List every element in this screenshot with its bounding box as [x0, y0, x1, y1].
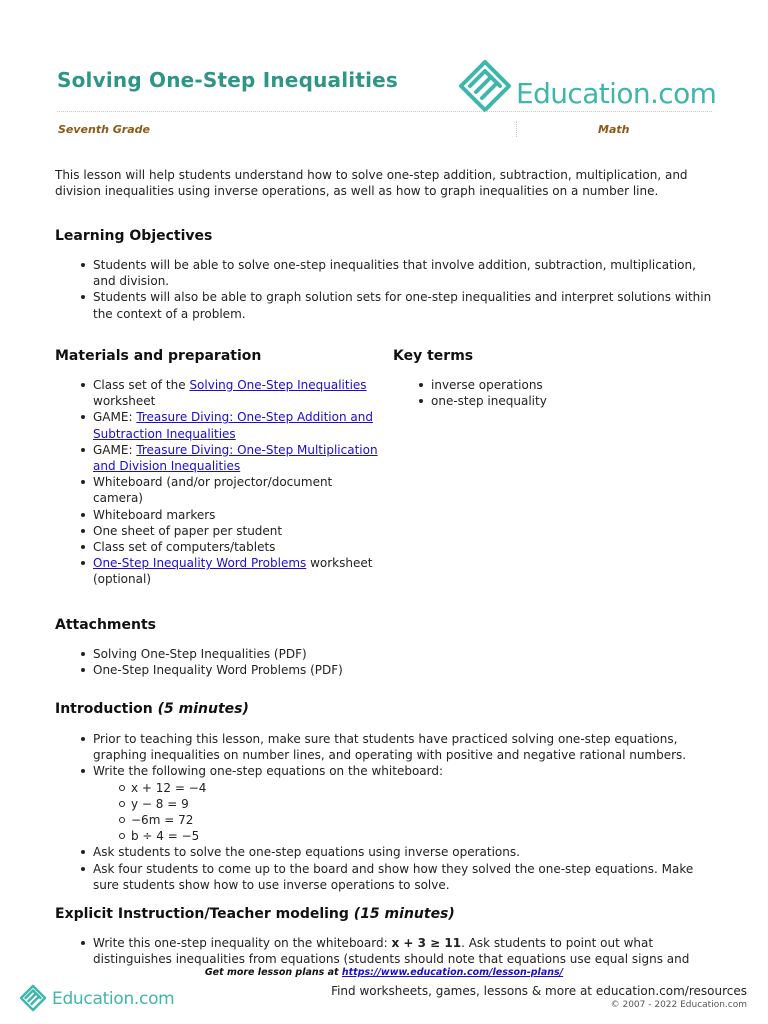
- lesson-summary: This lesson will help students understand how to solve one-step addition, subtraction, multiplication, and division inequalities using inverse operations, as well as how to graph inequalities on a number line.: [55, 168, 688, 198]
- explicit-instruction-list: [55, 935, 715, 967]
- list-item: inverse operations: [393, 377, 713, 393]
- objectives-list: [55, 257, 715, 322]
- header-column-divider: [516, 121, 517, 137]
- page-title: Solving One-Step Inequalities: [57, 68, 399, 92]
- equation-item: b ÷ 4 = −5: [93, 828, 715, 844]
- key-terms-list: [393, 377, 713, 409]
- footer-resources-text: Find worksheets, games, lessons & more at education.com/resources: [331, 984, 747, 998]
- grade-label: Seventh Grade: [58, 123, 150, 136]
- item-text: Write the following one-step equations on the whiteboard:: [93, 764, 444, 779]
- materials-heading: Materials and preparation: [55, 348, 262, 364]
- worksheet-link-word-problems[interactable]: One-Step Inequality Word Problems: [93, 556, 307, 571]
- introduction-list: [55, 731, 715, 893]
- list-item: Class set of computers/tablets: [55, 539, 385, 555]
- list-item: Whiteboard markers: [55, 507, 385, 523]
- introduction-heading: [55, 701, 249, 717]
- list-item: [55, 409, 385, 441]
- item-text: . Ask students to point out what distinguishes inequalities from equations (students should note that equations use equal signs and: [93, 936, 690, 967]
- footer-note: [0, 967, 768, 978]
- list-item: Students will also be able to graph solution sets for one-step inequalities and interpret solutions within the context of a problem.: [55, 289, 715, 321]
- section-title: Introduction: [55, 701, 153, 717]
- materials-list: [55, 377, 385, 588]
- key-terms-heading: Key terms: [393, 348, 474, 364]
- list-item: [55, 442, 385, 474]
- list-item: [55, 555, 385, 587]
- pencil-logo-icon: [18, 983, 48, 1013]
- list-item: [55, 763, 715, 844]
- explicit-instruction-heading: [55, 906, 455, 922]
- list-item: Ask four students to come up to the board and show how they solved the one-step equations. Make sure students show how to use inverse operations to solve.: [55, 861, 715, 893]
- list-item: [55, 377, 385, 409]
- list-item[interactable]: One-Step Inequality Word Problems (PDF): [55, 662, 715, 678]
- list-item: Ask students to solve the one-step equations using inverse operations.: [55, 844, 715, 860]
- equation-item: −6m = 72: [93, 812, 715, 828]
- attachments-list: [55, 646, 715, 678]
- footer-note-text: Get more lesson plans at: [204, 967, 342, 978]
- section-title: Explicit Instruction/Teacher modeling: [55, 906, 349, 922]
- game-link-addition-subtraction[interactable]: Treasure Diving: One-Step Addition and Subtraction Inequalities: [93, 410, 373, 441]
- list-item: Prior to teaching this lesson, make sure that students have practiced solving one-step equations, graphing inequalities on number lines, and operating with positive and negative rational numbers.: [55, 731, 715, 763]
- subject-label: Math: [598, 123, 630, 136]
- item-text: worksheet: [93, 394, 156, 409]
- footer-logo[interactable]: [18, 981, 178, 1015]
- lesson-plans-link[interactable]: https://www.education.com/lesson-plans/: [341, 967, 564, 978]
- pencil-logo-icon: [455, 56, 515, 116]
- list-item: Whiteboard (and/or projector/document camera): [55, 474, 385, 506]
- item-text: Class set of the: [93, 378, 190, 392]
- equation-item: x + 12 = −4: [93, 780, 715, 796]
- list-item: One sheet of paper per student: [55, 523, 385, 539]
- objectives-heading: Learning Objectives: [55, 228, 213, 244]
- section-duration: (15 minutes): [353, 906, 455, 922]
- attachments-heading: Attachments: [55, 617, 157, 633]
- list-item: Students will be able to solve one-step inequalities that involve addition, subtraction, multiplication, and division.: [55, 257, 715, 289]
- equations-list: [93, 780, 715, 845]
- worksheet-link-solving[interactable]: Solving One-Step Inequalities: [189, 378, 367, 392]
- item-text: GAME:: [93, 442, 137, 457]
- section-duration: (5 minutes): [157, 701, 249, 717]
- education-com-logo[interactable]: [455, 56, 717, 116]
- item-text: worksheet (optional): [93, 556, 373, 587]
- equation-item: y − 8 = 9: [93, 796, 715, 812]
- header-divider: [57, 111, 712, 112]
- game-link-multiplication-division[interactable]: Treasure Diving: One-Step Multiplication and Division Inequalities: [93, 442, 378, 474]
- footer-logo-wordmark: Education.com: [52, 989, 175, 1009]
- item-text: GAME:: [93, 410, 137, 425]
- copyright-text: © 2007 - 2022 Education.com: [610, 1000, 747, 1010]
- item-text: Write this one-step inequality on the whiteboard:: [93, 936, 392, 950]
- list-item[interactable]: Solving One-Step Inequalities (PDF): [55, 646, 715, 662]
- list-item: one-step inequality: [393, 393, 713, 409]
- inequality-example: x + 3 ≥ 11: [391, 936, 462, 950]
- list-item: [55, 935, 715, 967]
- logo-wordmark: Education.com: [516, 77, 717, 110]
